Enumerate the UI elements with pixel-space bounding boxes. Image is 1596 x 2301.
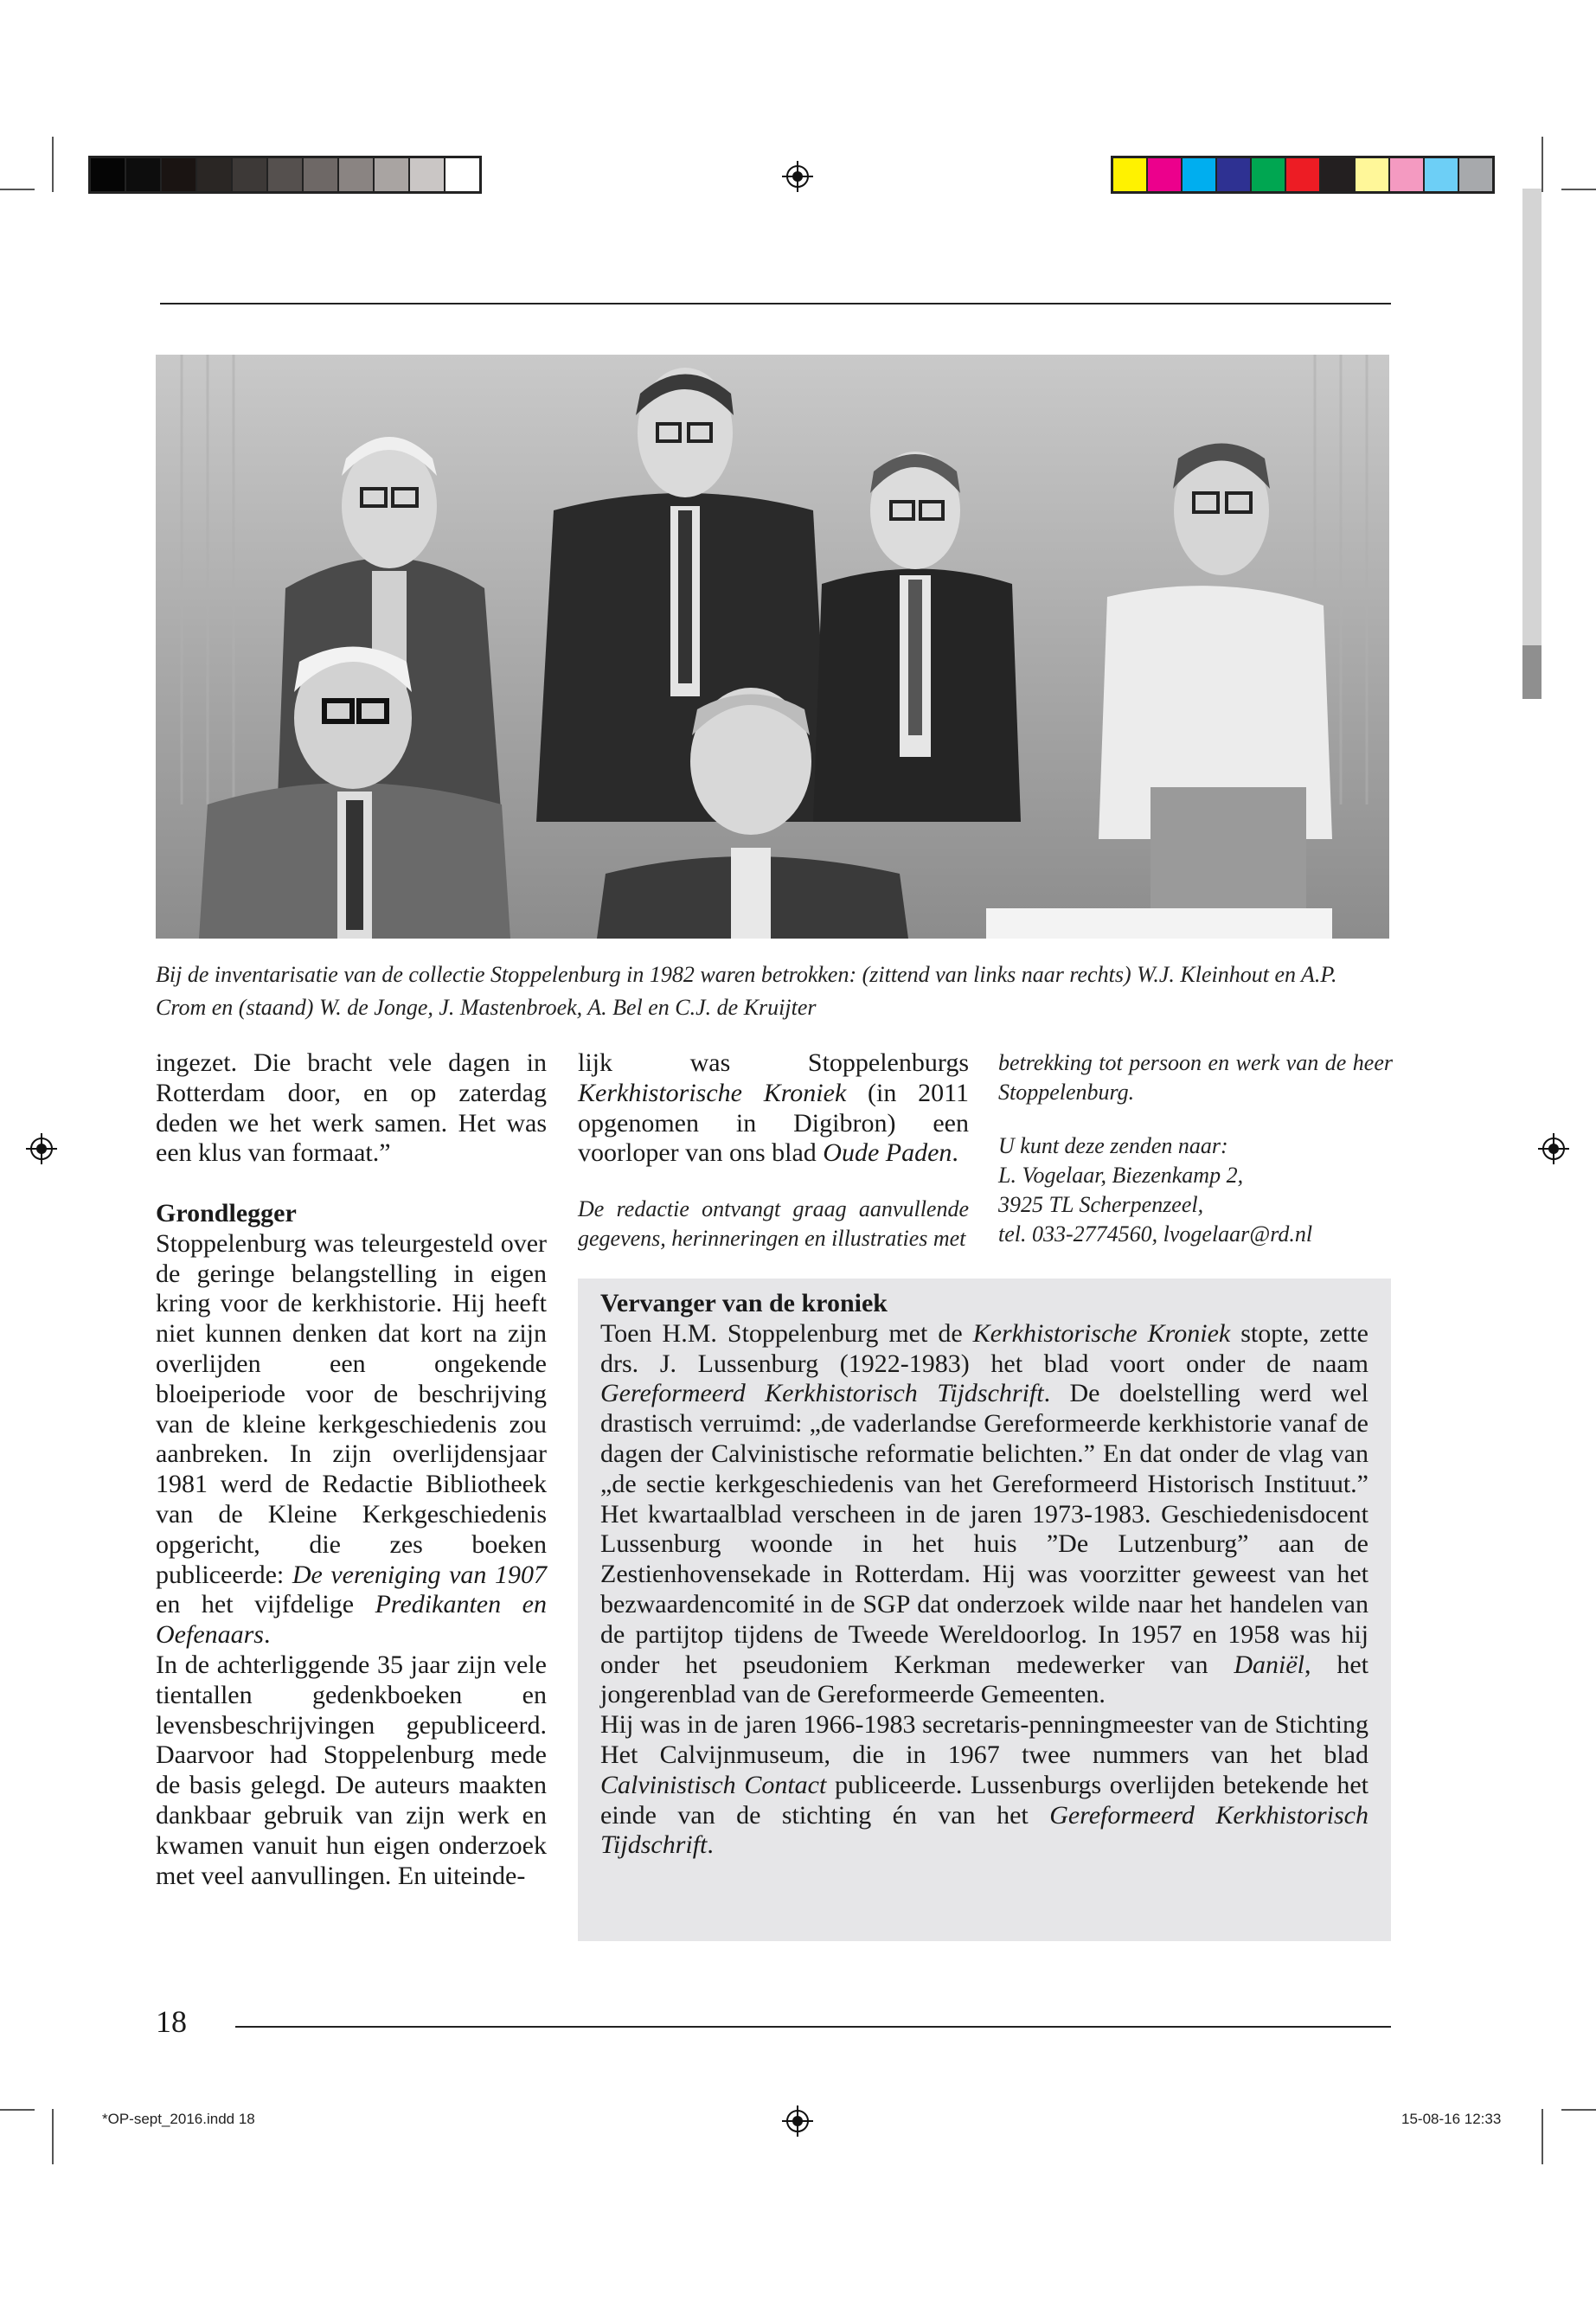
column-2: [578, 1048, 969, 1253]
address-line: 3925 TL Scherpenzeel,: [998, 1192, 1204, 1217]
color-swatch: [268, 158, 304, 191]
header-rule: [160, 303, 1391, 304]
paragraph: Stoppelenburg was teleurgesteld over de geringe belangstelling in eigen kring voor de kerkhistorie. Hij heeft niet kunnen denken dat kort na zijn overlijden een ongekende bloeiperiode voor de beschrijving van de kleine kerkgeschiedenis zou aanbreken. In zijn overlijdensjaar 1981 werd de Redactie Bibliotheek van de Kleine Kerkgeschiedenis opgericht, die zes boeken publiceerde: De vereniging van 1907 en het vijfdelige Predikanten en Oefenaars.: [156, 1228, 547, 1650]
slug-filename: *OP-sept_2016.indd 18: [102, 2111, 255, 2127]
footer-rule: [235, 2026, 1391, 2028]
column-3: [998, 1048, 1393, 1249]
scrollbar[interactable]: [1522, 189, 1542, 699]
color-swatch: [375, 158, 410, 191]
paragraph: In de achterliggende 35 jaar zijn vele tientallen gedenkboeken en levensbeschrijvingen gepubliceerd. Daarvoor had Stoppelenburg mede de basis gelegd. De auteurs maakten dankbaar gebruik van zijn werk en kwamen vanuit hun eigen onderzoek met veel aanvullingen. En uiteinde-: [156, 1650, 547, 1890]
color-swatch: [1425, 158, 1459, 191]
paragraph: Toen H.M. Stoppelenburg met de Kerkhistorische Kroniek stopte, zette drs. J. Lussenburg (1922-1983) het blad voort onder de naam Gereformeerd Kerkhistorisch Tijdschrift. De doelstelling werd wel drastisch verruimd: „de vaderlandse Gereformeerde kerkhistorie vanaf de dagen der Calvinistische reformatie belichten.” En dat onder de vlag van „de sectie kerkgeschiedenis van het Gereformeerd Historisch Instituut.” Het kwartaalblad verscheen in de jaren 1973-1983. Geschiedenisdocent Lussenburg woonde in het huis ”De Lutzenburg” aan de Zestienhovensekade in Rotterdam. Hij was voorzitter geweest van het bezwaardencomité in de SGP dat onderzoek wilde naar het handelen van de partijtop tijdens de Tweede Wereldoorlog. In 1957 en 1958 was hij onder het pseudoniem Kerkman medewerker van Daniël, het jongerenblad van de Gereformeerde Gemeenten.: [600, 1318, 1368, 1709]
color-swatch: [339, 158, 375, 191]
color-swatch: [162, 158, 197, 191]
editorial-note: De redactie ontvangt graag aanvullende gegevens, herinneringen en illustraties met: [578, 1196, 969, 1252]
address-intro: U kunt deze zenden naar:: [998, 1133, 1228, 1158]
color-swatch: [91, 158, 126, 191]
color-swatch: [304, 158, 339, 191]
color-swatch: [445, 158, 479, 191]
color-swatch: [233, 158, 268, 191]
photo-caption: Bij de inventarisatie van de collectie Stoppelenburg in 1982 waren betrokken: (zittend van links naar rechts) W.J. Kleinhout en A.P. Crom en (staand) W. de Jonge, J. Mastenbroek, A. Bel en C.J. de Kruijter: [156, 962, 1337, 1020]
sidebar-box: [578, 1279, 1391, 1941]
color-swatch: [1183, 158, 1217, 191]
registration-mark-icon: [26, 1133, 57, 1164]
box-heading: Vervanger van de kroniek: [600, 1289, 888, 1317]
color-swatch: [126, 158, 162, 191]
color-swatch: [410, 158, 445, 191]
grayscale-color-bar: [88, 156, 482, 194]
color-swatch: [1217, 158, 1252, 191]
color-swatch: [1148, 158, 1183, 191]
process-color-bar: [1111, 156, 1495, 194]
registration-mark-icon: [1538, 1133, 1569, 1164]
registration-mark-icon: [782, 2106, 813, 2137]
paragraph: lijk was Stoppelenburgs Kerkhistorische Kroniek (in 2011 opgenomen in Digibron) een voorloper van ons blad Oude Paden.: [578, 1048, 970, 1168]
color-swatch: [1252, 158, 1286, 191]
column-1: [156, 1048, 547, 1891]
color-swatch: [1321, 158, 1356, 191]
color-swatch: [197, 158, 233, 191]
group-photo: [156, 355, 1389, 939]
address-line: L. Vogelaar, Biezenkamp 2,: [998, 1163, 1244, 1188]
paragraph: ingezet. Die bracht vele dagen in Rotterdam door, en op zaterdag deden we het werk samen. Het was een klus van formaat.”: [156, 1048, 547, 1168]
scrollbar-thumb[interactable]: [1522, 645, 1542, 699]
color-swatch: [1390, 158, 1425, 191]
page-number: 18: [156, 2004, 187, 2039]
color-swatch: [1113, 158, 1148, 191]
color-swatch: [1459, 158, 1492, 191]
registration-mark-icon: [782, 161, 813, 192]
paragraph: Hij was in de jaren 1966-1983 secretaris-penningmeester van de Stichting Het Calvijnmuseum, die in 1967 twee nummers van het blad Calvinistisch Contact publiceerde. Lussenburgs overlijden betekende het einde van de stichting én van het Gereformeerd Kerkhistorisch Tijdschrift.: [600, 1710, 1368, 1860]
editorial-note-continued: betrekking tot persoon en werk van de heer Stoppelenburg.: [998, 1050, 1393, 1105]
section-heading-grondlegger: Grondlegger: [156, 1198, 297, 1227]
color-swatch: [1356, 158, 1390, 191]
color-swatch: [1286, 158, 1321, 191]
address-contact: tel. 033-2774560, lvogelaar@rd.nl: [998, 1221, 1313, 1247]
slug-timestamp: 15-08-16 12:33: [1401, 2111, 1502, 2127]
